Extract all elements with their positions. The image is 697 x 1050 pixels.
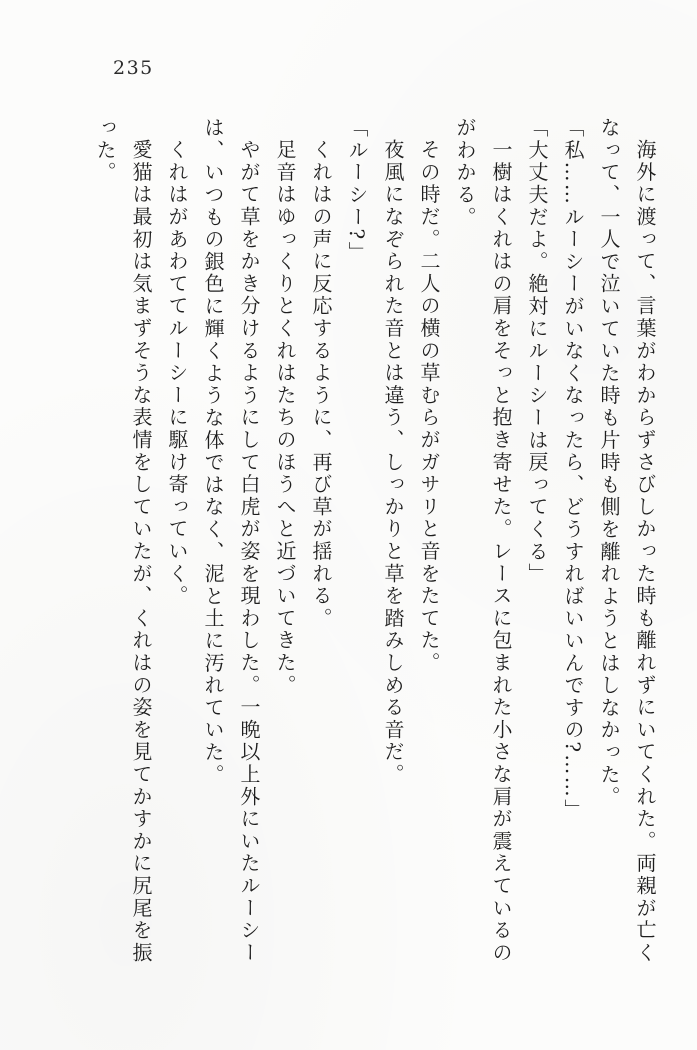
text-line: 海外に渡って、言葉がわからずさびしかった時も離れずにいてくれた。両親が亡く — [633, 139, 657, 965]
text-line: は、いつもの銀色に輝くような体ではなく、泥と土に汚れていた。 — [201, 117, 225, 786]
text-line: なって、一人で泣いていた時も片時も側を離れようとはしなかった。 — [597, 117, 621, 809]
page-number: 235 — [113, 57, 154, 79]
text-line: やがて草をかき分けるようにして白虎が姿を現わした。一晩以上外にいたルーシー — [237, 139, 261, 965]
text-line: 「私……ルーシーがいなくなったら、どうすればいいんですの?……」 — [561, 117, 585, 822]
text-line: 足音はゆっくりとくれはたちのほうへと近づいてきた。 — [273, 139, 297, 697]
text-line: った。 — [93, 117, 117, 184]
text-line: 「ルーシー?」 — [345, 117, 369, 264]
text-line: 一樹はくれはの肩をそっと抱き寄せた。レースに包まれた小さな肩が震えているの — [489, 139, 513, 965]
text-line: 夜風になぞられた音とは違う、しっかりと草を踏みしめる音だ。 — [381, 139, 405, 786]
text-line: がわかる。 — [453, 117, 477, 229]
text-line: 「大丈夫だよ。絶対にルーシーは戻ってくる」 — [525, 117, 549, 586]
text-line: 愛猫は最初は気まずそうな表情をしていたが、くれはの姿を見てかすかに尻尾を振 — [129, 139, 153, 965]
text-line: くれはがあわててルーシーに駆け寄っていく。 — [165, 139, 189, 608]
text-line: その時だ。二人の横の草むらがガサリと音をたてた。 — [417, 139, 441, 675]
text-block — [87, 117, 663, 969]
text-line: くれはの声に反応するように、再び草が揺れる。 — [309, 139, 333, 630]
